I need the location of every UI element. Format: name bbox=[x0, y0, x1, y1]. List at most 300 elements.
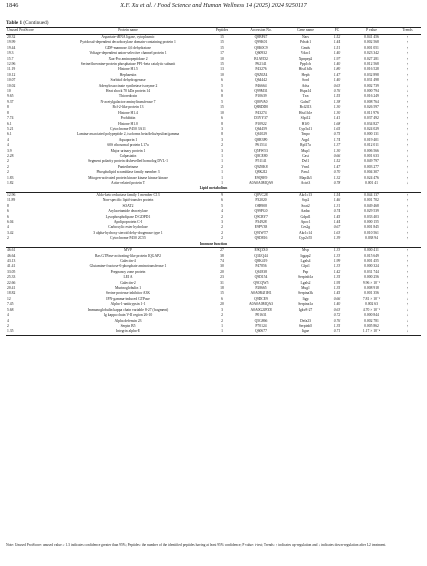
unused-protscore-cell: 33.05 bbox=[7, 269, 16, 274]
trend-cell: ↑ bbox=[406, 62, 409, 67]
p-value-cell: 0.000 844 bbox=[364, 313, 379, 318]
peptides-cell: 27 bbox=[220, 248, 224, 253]
gene-name-cell: Akr1c13 bbox=[299, 192, 312, 197]
column-header: Peptides bbox=[208, 28, 236, 35]
unused-protscore-cell: 11.19 bbox=[7, 67, 16, 72]
p-value-cell: 0.001 633 bbox=[364, 153, 379, 158]
gene-name-cell: Cyp3a11 bbox=[298, 126, 313, 131]
p-value-cell: 0.001 455 bbox=[364, 259, 379, 264]
trend-cell: ↑ bbox=[406, 253, 409, 258]
protein-name-cell: Apolipoprotein C-I bbox=[113, 220, 143, 224]
accession-cell: E9Q3X0 bbox=[254, 248, 268, 253]
trend-cell: ↑ bbox=[406, 51, 409, 56]
unused-protscore-cell: 3.9 bbox=[7, 148, 12, 153]
unused-protscore-cell: 6.04 bbox=[7, 220, 14, 224]
p-value-cell: 0.041 456 bbox=[364, 35, 379, 39]
p-value-cell: 0.032 898 bbox=[364, 72, 379, 77]
peptides-cell: 15 bbox=[220, 40, 224, 45]
p-value-cell: 0.031 498 bbox=[364, 78, 379, 83]
trend-cell: ↑ bbox=[406, 126, 409, 131]
p-value-cell: 0.008 764 bbox=[364, 99, 379, 104]
p-value-cell: 0.031 744 bbox=[364, 269, 379, 274]
fc-cell: 1.40 bbox=[333, 302, 341, 307]
p-value-cell: 0.023 342 bbox=[364, 51, 379, 56]
protein-name-cell: Lamina-associated polypeptide 2, isoforms beta/delta/epsilon/gamma bbox=[76, 132, 180, 137]
peptides-cell: 4 bbox=[221, 209, 223, 214]
p-value-cell: 0.016 528 bbox=[364, 67, 379, 72]
gene-name-cell: Aadac bbox=[300, 209, 311, 214]
trend-cell: ↓ bbox=[394, 329, 421, 335]
fc-cell: 1.31 bbox=[333, 203, 341, 208]
peptides-cell: 18 bbox=[220, 286, 224, 291]
trend-cell: ↓ bbox=[406, 225, 409, 230]
trend-cell: ↑ bbox=[406, 175, 409, 180]
p-value-cell: 0.000 131 bbox=[364, 132, 379, 137]
p-value-cell: 0.049 468 bbox=[364, 203, 379, 208]
trend-cell: ↑ bbox=[406, 259, 409, 264]
protein-name-cell: Heat shock 70 kDa protein 14 bbox=[105, 89, 151, 94]
unused-protscore-cell: 10.07 bbox=[7, 78, 16, 83]
trend-cell: ↑ bbox=[406, 269, 409, 274]
trend-cell: ↑ bbox=[406, 105, 409, 110]
fc-cell: 1.40 bbox=[333, 78, 341, 83]
unused-protscore-cell: 20.41 bbox=[7, 286, 16, 291]
unused-protscore-cell: 8 bbox=[7, 105, 9, 110]
accession-cell: Q8K2I2 bbox=[254, 170, 268, 175]
fc-cell: 1.47 bbox=[333, 72, 341, 77]
gene-name-cell: Serpina1a bbox=[298, 302, 313, 307]
trend-cell: ↑ bbox=[406, 264, 409, 269]
fc-cell: 1.42 bbox=[333, 269, 341, 274]
peptides-cell: 2 bbox=[221, 318, 223, 323]
fc-cell: 1.40 bbox=[333, 51, 341, 56]
fc-cell: 1.33 bbox=[333, 248, 341, 253]
p-value-cell: 0.024 029 bbox=[364, 126, 379, 131]
gene-name-cell: Serpinb5 bbox=[298, 323, 313, 328]
fc-cell: 1.63 bbox=[333, 230, 341, 235]
protein-name-cell: Segment polarity protein dishevelled homolog DVL-1 bbox=[88, 159, 168, 164]
fc-cell: 1.30 bbox=[333, 148, 341, 153]
peptides-cell: 5 bbox=[221, 99, 223, 104]
peptides-cell: 17 bbox=[220, 51, 224, 56]
trend-cell: ↑ bbox=[406, 280, 409, 285]
accession-cell: P61514 bbox=[255, 143, 267, 148]
protein-name-cell: Cytochrome P450 3A11 bbox=[110, 126, 146, 131]
accession-cell: P01631 bbox=[255, 313, 267, 318]
fc-cell: 1.51 bbox=[333, 45, 341, 50]
unused-protscore-cell: 5.21 bbox=[7, 126, 14, 131]
peptides-cell: 6 bbox=[221, 296, 223, 301]
accession-cell: Q64442 bbox=[255, 78, 267, 83]
protein-name-cell: Actin-related protein T bbox=[111, 180, 145, 185]
peptides-cell: 2 bbox=[221, 143, 223, 148]
gene-name-cell: Mvp bbox=[302, 248, 309, 253]
peptides-cell: 15 bbox=[220, 45, 224, 50]
fc-cell: 0.66 bbox=[333, 153, 341, 158]
trend-cell: ↑ bbox=[406, 275, 409, 280]
protein-name-cell: Serpin B5 bbox=[120, 323, 136, 328]
unused-protscore-cell: 7.74 bbox=[7, 116, 14, 121]
unused-protscore-cell: 1.35 bbox=[6, 329, 48, 335]
trend-cell: ↑ bbox=[406, 291, 409, 296]
peptides-cell: 10 bbox=[220, 72, 224, 77]
unused-protscore-cell: 2 bbox=[7, 164, 9, 169]
trend-cell: ↑ bbox=[406, 159, 409, 164]
gene-name-cell: Adss bbox=[301, 83, 310, 88]
protein-name-cell: SOAT2 bbox=[122, 203, 134, 208]
accession-cell: Q8BP47 bbox=[254, 35, 268, 39]
peptides-cell: 6 bbox=[221, 89, 223, 94]
protein-name-cell: Glutamine-fructose-6-phosphate aminotransferase 1 bbox=[89, 264, 167, 269]
trend-cell: ↓ bbox=[406, 307, 409, 312]
protein-name-cell: Serine/threonine-protein phosphatase PP1-beta catalytic subunit bbox=[80, 62, 176, 67]
peptides-cell: 38 bbox=[220, 253, 224, 258]
protein-name-cell: Pyridoxal-dependent decarboxylase domain-containing protein 1 bbox=[80, 40, 176, 45]
protein-name-cell: Arylacetamide deacetylase bbox=[108, 209, 148, 214]
accession-cell: Q60932 bbox=[255, 51, 267, 56]
section-title: Lipid metabolism bbox=[6, 186, 421, 192]
unused-protscore-cell: 10.12 bbox=[7, 72, 16, 77]
p-value-cell: 0.049 797 bbox=[364, 159, 379, 164]
gene-name-cell: Aqp1 bbox=[301, 137, 310, 142]
accession-cell: A0A0B4J1H1 bbox=[250, 291, 272, 296]
gene-name-cell: Bcl2l13 bbox=[299, 105, 312, 110]
trend-cell: ↑ bbox=[406, 286, 409, 291]
unused-protscore-cell: 4 bbox=[7, 313, 9, 318]
accession-cell: P43274 bbox=[255, 110, 267, 115]
peptides-cell: 5 bbox=[221, 83, 223, 88]
p-value-cell: 0.012 011 bbox=[364, 143, 379, 148]
fc-cell: 1.38 bbox=[333, 99, 341, 104]
accession-cell: P28665 bbox=[255, 286, 267, 291]
fc-cell: 1.33 bbox=[333, 253, 341, 258]
column-header: Gene name bbox=[286, 28, 325, 35]
peptides-cell: 13 bbox=[220, 67, 224, 72]
gene-name-cell: Rpl17a bbox=[300, 143, 311, 148]
protein-name-cell: MVP bbox=[124, 248, 132, 253]
protein-name-cell: Carboxylic ester hydrolase bbox=[108, 225, 148, 230]
unused-protscore-cell: 6 bbox=[7, 214, 9, 219]
gene-name-cell: Soat2 bbox=[301, 203, 310, 208]
accession-cell: Q3UQ44 bbox=[254, 253, 268, 258]
unused-protscore-cell: 3.42 bbox=[7, 230, 14, 235]
protein-name-cell: Alpha-1-antitrypsin 1-1 bbox=[110, 302, 146, 307]
table-header-row bbox=[6, 28, 421, 35]
p-value-cell: 0.024 476 bbox=[364, 175, 379, 180]
fc-cell: 1.35 bbox=[333, 323, 341, 328]
fc-cell: 1.35 bbox=[333, 275, 341, 280]
table-row bbox=[6, 329, 421, 335]
trend-cell: ↓ bbox=[406, 318, 409, 323]
peptides-cell: 3 bbox=[221, 220, 223, 224]
accession-cell: P70124 bbox=[255, 323, 267, 328]
unused-protscore-cell: 4 bbox=[7, 137, 9, 142]
protein-name-cell: Alpha defensin 23 bbox=[114, 318, 142, 323]
protein-name-cell: Phospholipid scramblase family member 3 bbox=[96, 170, 160, 175]
peptides-cell: 5 bbox=[221, 203, 223, 208]
accession-cell: Q64459 bbox=[255, 126, 267, 131]
protein-name-cell: Hephaestin bbox=[119, 72, 137, 77]
gene-name-cell: Mup1 bbox=[301, 148, 310, 153]
fc-cell: 1.30 bbox=[333, 105, 341, 110]
column-header: P value bbox=[349, 28, 394, 35]
gene-name-cell: Igkv8-27 bbox=[298, 307, 313, 312]
trend-cell: ↑ bbox=[406, 137, 409, 142]
peptides-cell: 2 bbox=[221, 313, 223, 318]
unused-protscore-cell: 15.7 bbox=[7, 56, 14, 61]
p-value-cell: 0.005 862 bbox=[364, 323, 379, 328]
p-value-cell: 0.000 411 bbox=[364, 248, 379, 253]
trend-cell: ↑ bbox=[406, 78, 409, 83]
fc-cell: 1.45 bbox=[333, 214, 341, 219]
peptides-cell: 8 bbox=[221, 121, 223, 126]
peptides-cell: 1 bbox=[221, 180, 223, 185]
trend-cell: ↑ bbox=[406, 220, 409, 224]
peptides-cell: 2 bbox=[221, 230, 223, 235]
table-caption bbox=[6, 20, 48, 26]
gene-name-cell: Pass1 bbox=[301, 170, 310, 175]
accession-cell: P32020 bbox=[255, 198, 267, 203]
peptides-cell: 1 bbox=[221, 153, 223, 158]
trend-cell: ↓ bbox=[406, 83, 409, 88]
p-value-cell: 0.016 249 bbox=[364, 94, 379, 99]
p-value-cell: 0.002 568 bbox=[364, 40, 379, 45]
gene-name-cell: Vnn1 bbox=[301, 164, 310, 169]
fc-cell: 0.66 bbox=[333, 296, 341, 301]
trend-cell: ↓ bbox=[406, 296, 409, 301]
protein-name-cell: GDP-mannose 4,6 dehydratase bbox=[105, 45, 151, 50]
p-value-cell: 0.011 976 bbox=[364, 110, 379, 115]
fc-cell: 0.67 bbox=[333, 225, 341, 230]
gene-name-cell: Xpnpep2 bbox=[298, 56, 313, 61]
peptides-cell: 6 bbox=[221, 116, 223, 121]
trend-cell: ↓ bbox=[406, 153, 409, 158]
gene-name-cell: Scp2 bbox=[301, 198, 310, 203]
unused-protscore-cell: 41.41 bbox=[7, 264, 16, 269]
protein-name-cell: Non-specific lipid-transfer protein bbox=[102, 198, 154, 203]
fc-cell: 0.75 bbox=[333, 132, 341, 137]
protein-table bbox=[6, 27, 421, 336]
gene-name-cell: Serpinb1a bbox=[298, 275, 313, 280]
accession-cell: Q99M31 bbox=[254, 89, 268, 94]
protein-name-cell: Pantetheinase bbox=[117, 164, 139, 169]
trend-cell: ↑ bbox=[406, 230, 409, 235]
fc-cell: 0.74 bbox=[333, 209, 341, 214]
peptides-cell: 2 bbox=[221, 164, 223, 169]
accession-cell: Q8K0C9 bbox=[254, 45, 268, 50]
p-value-cell: 0.033 403 bbox=[364, 214, 379, 219]
peptides-cell: 1 bbox=[208, 329, 236, 335]
table-label: Table 1 bbox=[6, 20, 23, 26]
gene-name-cell: Map4k3 bbox=[299, 175, 312, 180]
p-value-cell: 0.037 492 bbox=[364, 116, 379, 121]
protein-name-cell: Mitogen-activated protein kinase kinase kinase kinase bbox=[88, 175, 168, 180]
fc-cell: 1.68 bbox=[333, 121, 341, 126]
peptides-cell: 9 bbox=[221, 192, 223, 197]
p-value-cell: 0.000 324 bbox=[364, 264, 379, 269]
protein-name-cell: Voltage-dependent anion-selective channel protein 1 bbox=[89, 51, 167, 56]
trend-cell: ↑ bbox=[406, 214, 409, 219]
trend-cell: ↑ bbox=[406, 40, 409, 45]
protein-name-cell: Lysophospholipase D GDPD1 bbox=[105, 214, 151, 219]
protein-name-cell: Calpastatin bbox=[119, 153, 137, 158]
accession-cell: Q9Z0K8 bbox=[254, 164, 268, 169]
gene-name-cell: Gfpt1 bbox=[301, 264, 310, 269]
unused-protscore-cell: 2 bbox=[7, 236, 9, 241]
fc-cell: 1.30 bbox=[333, 110, 341, 115]
fc-cell: 1.37 bbox=[333, 143, 341, 148]
accession-cell: Q8R3P0 bbox=[254, 137, 268, 142]
column-header: Protein name bbox=[48, 28, 208, 35]
unused-protscore-cell: 6.1 bbox=[7, 132, 12, 137]
peptides-cell: 30 bbox=[220, 264, 224, 269]
peptides-cell: 6 bbox=[221, 78, 223, 83]
protein-name-cell: Ras GTPase-activating-like protein IQGAP2 bbox=[94, 253, 162, 258]
protein-name-cell: Galectin-2 bbox=[120, 280, 136, 285]
unused-protscore-cell: 12 bbox=[7, 296, 11, 301]
unused-protscore-cell: 2.28 bbox=[7, 153, 14, 158]
unused-protscore-cell: 10 bbox=[7, 89, 11, 94]
column-header: Trends bbox=[394, 28, 421, 35]
protein-name-cell: Ig kappa chain V-II region 26-10 bbox=[103, 313, 153, 318]
peptides-cell: 3 bbox=[221, 126, 223, 131]
unused-protscore-cell: 19.44 bbox=[7, 45, 16, 50]
trend-cell: ↑ bbox=[406, 72, 409, 77]
accession-cell: Q9CRY7 bbox=[254, 214, 268, 219]
gene-name-cell: Itgae bbox=[286, 329, 325, 335]
protein-name-cell: Histone H1.0 bbox=[118, 121, 138, 126]
gene-name-cell: Iigp bbox=[302, 296, 309, 301]
peptides-cell: 15 bbox=[220, 105, 224, 110]
peptides-cell: 2 bbox=[221, 225, 223, 230]
p-value-cell: 0.008 918 bbox=[364, 286, 379, 291]
accession-cell: E9PV38 bbox=[254, 225, 268, 230]
gene-name-cell: Nars bbox=[302, 35, 309, 39]
protein-name-cell: Prohibitin bbox=[120, 116, 136, 121]
accession-cell: E9Q9E9 bbox=[254, 175, 268, 180]
p-value-cell: 0.001 41 bbox=[365, 180, 378, 185]
fc-cell: 1.44 bbox=[333, 40, 341, 45]
fc-cell: 1.44 bbox=[333, 220, 341, 224]
protein-name-cell: LEI A bbox=[123, 275, 133, 280]
p-value-cell: 0.004 307 bbox=[364, 170, 379, 175]
accession-cell: Q8K419 bbox=[254, 259, 268, 264]
trend-cell: ↑ bbox=[406, 164, 409, 169]
unused-protscore-cell: 12.96 bbox=[7, 62, 16, 67]
peptides-cell: 1 bbox=[221, 175, 223, 180]
trend-cell: ↑ bbox=[406, 148, 409, 153]
protein-name-cell: Immunoglobulin kappa chain variable 8-27 (fragment) bbox=[87, 307, 169, 312]
trend-cell: ↓ bbox=[406, 89, 409, 94]
protein-name-cell: Aspartate-tRNA ligase, cytoplasmic bbox=[101, 35, 155, 39]
accession-cell: P51141 bbox=[255, 159, 267, 164]
gene-name-cell: Defa23 bbox=[300, 318, 311, 323]
trend-cell: ↑ bbox=[406, 236, 409, 241]
p-value-cell: 0.019 401 bbox=[364, 137, 379, 142]
column-header: FC bbox=[325, 28, 349, 35]
peptides-cell: 1 bbox=[221, 170, 223, 175]
gene-name-cell: Hist1h1b bbox=[298, 67, 313, 72]
unused-protscore-cell: 46.64 bbox=[7, 253, 16, 258]
accession-cell: Q61029 bbox=[255, 132, 267, 137]
fc-cell: 1.47 bbox=[333, 164, 341, 169]
unused-protscore-cell: 2 bbox=[7, 159, 9, 164]
fc-cell: 1.33 bbox=[333, 264, 341, 269]
fc-cell: 1.95 bbox=[333, 280, 341, 285]
fc-cell: 1.39 bbox=[333, 236, 341, 241]
fc-cell: 0.76 bbox=[333, 318, 341, 323]
gene-name-cell: Mug1 bbox=[301, 286, 310, 291]
protein-name-cell: Thioredoxin bbox=[118, 94, 138, 99]
accession-cell: Q99PG0 bbox=[254, 209, 268, 214]
unused-protscore-cell: 22.66 bbox=[7, 280, 16, 285]
peptides-cell: 15 bbox=[220, 35, 224, 39]
trend-cell: ↑ bbox=[406, 45, 409, 50]
unused-protscore-cell: 43.13 bbox=[7, 259, 16, 264]
unused-protscore-cell: 8 bbox=[7, 203, 9, 208]
unused-protscore-cell: 46.61 bbox=[7, 248, 16, 253]
fc-cell: 1.99 bbox=[333, 259, 341, 264]
protein-name-cell: Sorbitol dehydrogenase bbox=[110, 78, 146, 83]
gene-name-cell: Dvl1 bbox=[301, 159, 310, 164]
gene-name-cell: Sord bbox=[302, 78, 309, 83]
protein-name-cell: Adenylosuccinate synthetase isozyme 2 bbox=[98, 83, 158, 88]
gene-name-cell: Cast bbox=[302, 153, 309, 158]
p-value-cell: 0.015 649 bbox=[364, 253, 379, 258]
trend-cell: ↑ bbox=[406, 110, 409, 115]
unused-protscore-cell: 4 bbox=[7, 318, 9, 323]
p-value-cell: 0.000 256 bbox=[364, 275, 379, 280]
accession-cell: Q5G866 bbox=[254, 318, 268, 323]
journal-citation: X.F. Xu et al. / Food Science and Human Wellness 14 (2025) 2024 9250117 bbox=[120, 2, 307, 9]
accession-cell: D3YY37 bbox=[254, 116, 268, 121]
gene-name-cell: Gdpd1 bbox=[300, 214, 311, 219]
gene-name-cell: Lgals2 bbox=[300, 280, 311, 285]
protein-name-cell: Bcl-2-like protein 13 bbox=[112, 105, 144, 110]
trend-cell: ↑ bbox=[406, 56, 409, 61]
peptides-cell: 3 bbox=[221, 137, 223, 142]
gene-name-cell: Vdac1 bbox=[300, 51, 311, 56]
protein-name-cell: N-acetylgalactos-aminyltransferase 7 bbox=[100, 99, 156, 104]
fc-cell: 1.52 bbox=[333, 35, 341, 39]
unused-protscore-cell: 19.99 bbox=[7, 40, 16, 45]
unused-protscore-cell: 2 bbox=[7, 170, 9, 175]
trend-cell: ↑ bbox=[406, 67, 409, 72]
peptides-cell: 20 bbox=[220, 269, 224, 274]
accession-cell: Q8VC28 bbox=[254, 192, 268, 197]
trend-cell: ↑ bbox=[406, 99, 409, 104]
unused-protscore-cell: 19.3 bbox=[7, 51, 14, 56]
protein-name-cell: Major urinary protein 1 bbox=[110, 148, 146, 153]
p-value-cell: 0.029 539 bbox=[364, 209, 379, 214]
accession-cell: Q91WT7 bbox=[254, 230, 268, 235]
fc-cell: 1.54 bbox=[333, 192, 341, 197]
trend-cell: ↓ bbox=[406, 180, 409, 185]
p-value-cell: 0.010 561 bbox=[364, 230, 379, 235]
accession-cell: Q60677 bbox=[236, 329, 286, 335]
accession-cell: P10922 bbox=[255, 121, 267, 126]
table-caption-text: (Continued) bbox=[23, 20, 49, 26]
column-header: Unused ProtScore bbox=[6, 28, 48, 35]
p-value-cell: 7.81 × 10⁻⁵ bbox=[362, 296, 381, 301]
accession-cell: Q99K01 bbox=[254, 40, 268, 45]
accession-cell: A0A0A0MQA9 bbox=[249, 180, 273, 185]
peptides-cell: 20 bbox=[220, 302, 224, 307]
unused-protscore-cell: 25.33 bbox=[7, 275, 16, 280]
gene-name-cell: Serpina3k bbox=[298, 291, 313, 296]
p-value-cell: 0.012 568 bbox=[364, 62, 379, 67]
peptides-cell: 23 bbox=[220, 275, 224, 280]
